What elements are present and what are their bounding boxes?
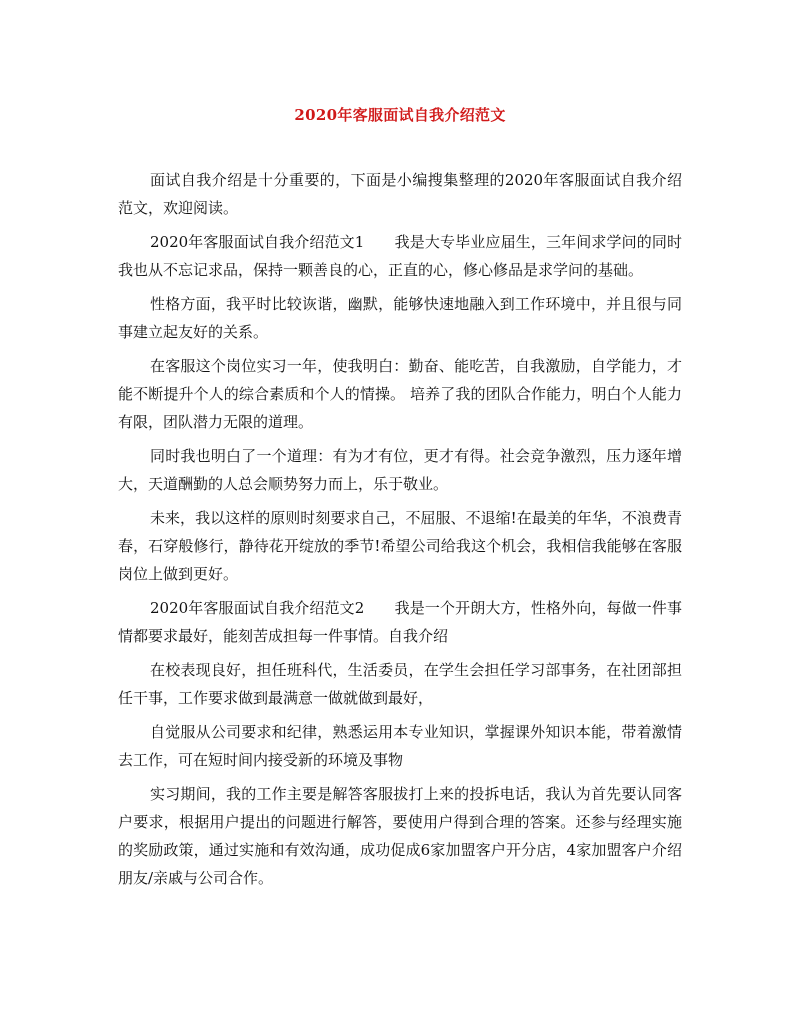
paragraph-sample-2: 2020年客服面试自我介绍范文2 我是一个开朗大方，性格外向，每做一件事情都要求最好，能刻苦成担每一件事情。自我介绍 (118, 599, 682, 645)
paragraph-personality: 性格方面，我平时比较诙谐，幽默，能够快速地融入到工作环境中，并且很与同事建立起友好的关系。 (118, 295, 682, 341)
paragraph-lesson: 同时我也明白了一个道理：有为才有位，更才有得。社会竞争激烈，压力逐年增大，天道酬勤的人总会顺势努力而上，乐于敬业。 (118, 447, 682, 493)
paragraph-school: 在校表现良好，担任班科代，生活委员，在学生会担任学习部事务，在社团部担任干事，工作要求做到最满意一做就做到最好， (118, 661, 682, 707)
document-title: 2020年客服面试自我介绍范文 (294, 106, 506, 124)
paragraph-work-duties: 实习期间，我的工作主要是解答客服拔打上来的投拆电话，我认为首先要认同客户要求，根据用户提出的问题进行解答，要使用户得到合理的答案。还参与经理实施的奖励政策，通过实施和有效沟通，成功促成6家加盟客户开分店，4家加盟客户介绍朋友/亲戚与公司合作。 (118, 785, 682, 887)
paragraph-intro: 面试自我介绍是十分重要的，下面是小编搜集整理的2020年客服面试自我介绍范文，欢迎阅读。 (118, 171, 682, 217)
paragraph-discipline: 自觉服从公司要求和纪律，熟悉运用本专业知识，掌握课外知识本能，带着激情去工作，可在短时间内接受新的环境及事物 (118, 723, 682, 769)
document-body (118, 166, 682, 898)
paragraph-internship: 在客服这个岗位实习一年，使我明白：勤奋、能吃苦，自我激励，自学能力，才能不断提升个人的综合素质和个人的情操。 培养了我的团队合作能力，明白个人能力有限，团队潜力无限的道理。 (118, 357, 682, 431)
paragraph-future: 未来，我以这样的原则时刻要求自己，不屈服、不退缩!在最美的年华，不浪费青春，石穿般修行，静待花开绽放的季节!希望公司给我这个机会，我相信我能够在客服岗位上做到更好。 (118, 509, 682, 583)
paragraph-sample-1: 2020年客服面试自我介绍范文1 我是大专毕业应届生，三年间求学问的同时我也从不忘记求品，保持一颗善良的心，正直的心，修心修品是求学问的基础。 (118, 233, 682, 279)
